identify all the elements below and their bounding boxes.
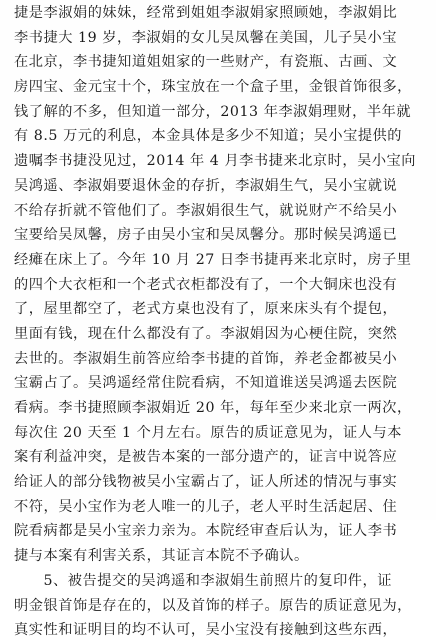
text-line: 给证人的部分钱物被吴小宝霸占了，证人所述的情况与事实 [14, 474, 398, 491]
text-line: 案有利益冲突，是被告本案的一部分遗产的，证言中说答应 [14, 449, 398, 466]
text-line: 真实性和证明目的均不认可，吴小宝没有接触到这些东西， [14, 622, 398, 639]
text-line: 钱了解的不多，但知道一部分，2013 年李淑娟理财，半年就 [14, 103, 412, 120]
text-line: 捷是李淑娟的妹妹，经常到姐姐李淑娟家照顾她，李淑娟比 [14, 5, 398, 21]
text-line: 房四宝、金元宝十个，珠宝放在一个盒子里，金银首饰很多， [14, 79, 412, 96]
text-line: 里面有钱，现在什么都没有了。李淑娟因为心梗住院，突然 [14, 325, 398, 342]
text-line: 不符，吴小宝作为老人唯一的儿子，老人平时生活起居、住 [14, 498, 398, 515]
text-line: 经瘫在床上了。今年 10 月 27 日李书捷再来北京时，房子里 [14, 251, 412, 268]
text-line: 了，屋里都空了，老式方桌也没有了，原来床头有个提包， [14, 301, 398, 318]
text-line: 吴鸿遥、李淑娟要退休金的存折，李淑娟生气，吴小宝就说 [14, 177, 398, 194]
text-line: 去世的。李淑娟生前答应给李书捷的首饰，养老金都被吴小 [14, 350, 398, 367]
text-line: 每次住 20 天至 1 个月左右。原告的质证意见为，证人与本 [14, 424, 402, 441]
text-line: 看病。李书捷照顾李淑娟近 20 年，每年至少来北京一两次， [14, 400, 412, 416]
text-line: 明金银首饰是存在的，以及首饰的样子。原告的质证意见为， [14, 597, 412, 614]
text-line: 在北京，李书捷知道姐姐家的一些财产，有瓷瓶、古画、文 [14, 54, 398, 71]
text-line: 宝要给吴凤馨，房子由吴小宝和吴凤馨分。那时候吴鸿遥已 [14, 227, 398, 244]
text-line: 宝霸占了。吴鸿遥经常住院看病，不知道谁送吴鸿遥去医院 [14, 375, 398, 392]
text-line: 捷与本案有利害关系，其证言本院不予确认。 [14, 548, 309, 565]
text-line: 李书捷大 19 岁，李淑娟的女儿吴凤馨在美国，儿子吴小宝 [14, 29, 397, 46]
text-line: 遗嘱李书捷没见过，2014 年 4 月李书捷来北京时，吴小宝向 [14, 153, 417, 170]
text-line: 不给存折就不管他们了。李淑娟很生气，就说财产不给吴小 [14, 202, 398, 219]
document-body [14, 1, 430, 643]
text-line: 有 8.5 万元的利息，本金具体是多少不知道；吴小宝提供的 [14, 128, 403, 145]
text-line: 5、被告提交的吴鸿遥和李淑娟生前照片的复印件，证 [14, 572, 393, 589]
text-line: 院看病都是吴小宝亲力亲为。本院经审查后认为，证人李书 [14, 523, 398, 540]
text-line: 的四个大衣柜和一个老式衣柜都没有了，一个大铜床也没有 [14, 276, 398, 293]
